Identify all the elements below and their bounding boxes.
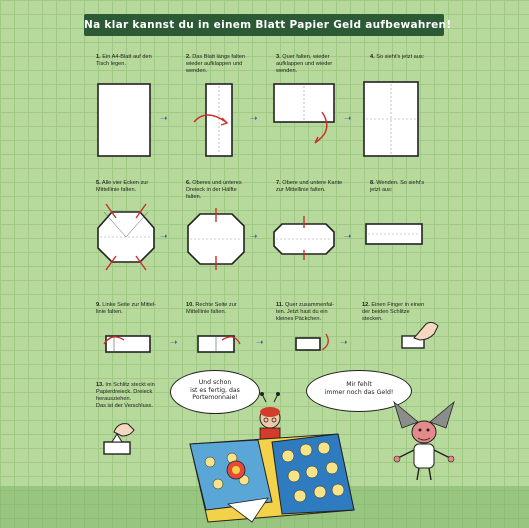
step-9 [96, 302, 176, 316]
arrow-right-icon: ➝ [160, 232, 168, 242]
step-4 [370, 54, 450, 61]
step-2-figure [186, 82, 246, 158]
arrow-right-icon: ➝ [340, 338, 348, 348]
step-3-figure [272, 82, 338, 150]
step-7-figure [272, 214, 338, 260]
step-10-text: 10. Rechte Seite zur Mittellinie falten. [186, 302, 237, 315]
step-11-text: 11. Quer zusammenfal- ten. Jetzt hast du ein kleines Päckchen. [276, 302, 335, 322]
step-13-text: 13. Im Schlitz steckt ein Papierdreieck. Dreieck herausziehen. Das ist der Verschluss. [96, 382, 155, 409]
arrow-right-icon: ➝ [250, 232, 258, 242]
step-5-figure [96, 198, 158, 274]
step-4-text: 4. So sieht's jetzt aus: [370, 54, 425, 60]
step-7 [276, 180, 356, 194]
step-1 [96, 54, 176, 68]
step-4-figure [362, 80, 422, 158]
step-10 [186, 302, 266, 316]
arrow-right-icon: ➝ [170, 338, 178, 348]
step-13 [96, 382, 176, 410]
arrow-right-icon: ➝ [344, 232, 352, 242]
wallet-illustration [188, 392, 358, 524]
hand-icon [398, 318, 444, 356]
step-3-text: 3. Quer falten, wieder aufklappen und wieder wenden. [276, 54, 333, 74]
step-11-figure [292, 330, 332, 356]
step-12-text: 12. Einen Finger in einen der beiden Schlitze stecken. [362, 302, 425, 322]
arrow-right-icon: ➝ [160, 114, 168, 124]
step-6 [186, 180, 266, 201]
step-8-text: 8. Wenden. So sieht's jetzt aus: [370, 180, 425, 193]
step-8-figure [364, 222, 426, 248]
hand-pull-icon [100, 420, 144, 460]
step-6-text: 6. Oberes und unteres Dreieck in der Hälfte falten. [186, 180, 242, 200]
step-1-figure [96, 82, 152, 158]
step-3 [276, 54, 356, 75]
step-2-text: 2. Das Blatt längs falten wieder aufklappen und wenden. [186, 54, 246, 74]
step-9-figure [100, 330, 156, 358]
arrow-right-icon: ➝ [256, 338, 264, 348]
speech-bubble-left: Und schon ist es fertig, das Portemonnaie! [170, 370, 260, 414]
step-10-figure [192, 330, 244, 358]
arrow-right-icon: ➝ [344, 114, 352, 124]
bat-character-illustration [388, 398, 460, 484]
step-9-text: 9. Linke Seite zur Mittel- linie falten. [96, 302, 157, 315]
step-2 [186, 54, 266, 75]
page-title: Na klar kannst du in einem Blatt Papier Geld aufbewahren! [84, 14, 444, 36]
speech-bubble-right: Mir fehlt immer noch das Geld! [306, 370, 412, 412]
step-1-text: 1. Ein A4-Blatt auf den Tisch legen. [96, 54, 152, 67]
step-5 [96, 180, 176, 194]
step-6-figure [186, 206, 248, 272]
step-11 [276, 302, 356, 323]
step-7-text: 7. Obere und untere Kante zur Mittellinie falten. [276, 180, 343, 193]
arrow-right-icon: ➝ [250, 114, 258, 124]
step-8 [370, 180, 450, 194]
step-5-text: 5. Alle vier Ecken zur Mittellinie falten. [96, 180, 149, 193]
